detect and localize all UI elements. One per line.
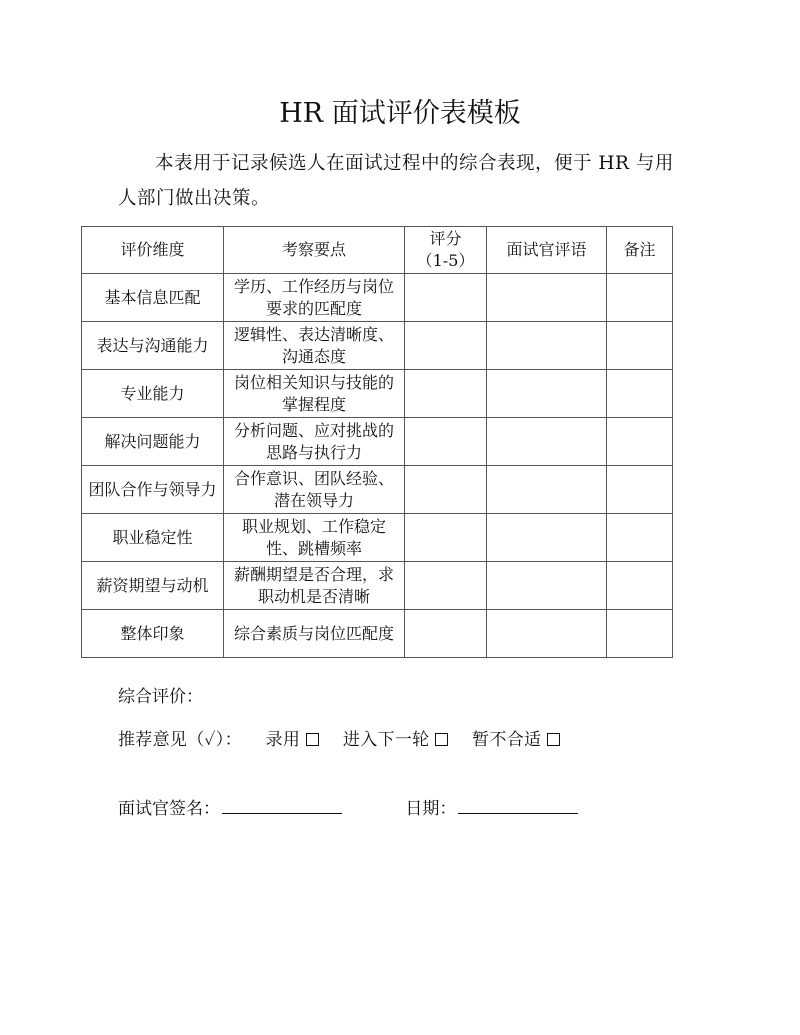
note-cell[interactable] xyxy=(607,466,673,514)
option-not-suitable[interactable] xyxy=(472,730,560,750)
score-cell[interactable] xyxy=(405,610,487,658)
dimension-cell: 整体印象 xyxy=(82,610,224,658)
header-dimension: 评价维度 xyxy=(82,227,224,274)
note-cell[interactable] xyxy=(607,322,673,370)
recommendation-line xyxy=(118,728,560,752)
points-cell: 分析问题、应对挑战的思路与执行力 xyxy=(224,418,405,466)
comment-cell[interactable] xyxy=(487,514,607,562)
option-next-round-label: 进入下一轮 xyxy=(342,730,430,750)
header-score xyxy=(405,227,487,274)
table-row xyxy=(82,610,673,658)
dimension-cell: 团队合作与领导力 xyxy=(82,466,224,514)
dimension-cell: 表达与沟通能力 xyxy=(82,322,224,370)
score-cell[interactable] xyxy=(405,514,487,562)
comment-cell[interactable] xyxy=(487,274,607,322)
dimension-cell: 解决问题能力 xyxy=(82,418,224,466)
option-next-round[interactable] xyxy=(343,730,454,750)
points-cell: 岗位相关知识与技能的掌握程度 xyxy=(224,370,405,418)
checkbox-next-round[interactable] xyxy=(435,733,448,746)
option-not-suitable-label: 暂不合适 xyxy=(472,730,542,750)
table-row xyxy=(82,562,673,610)
comment-cell[interactable] xyxy=(487,418,607,466)
score-cell[interactable] xyxy=(405,274,487,322)
table-row xyxy=(82,370,673,418)
header-points: 考察要点 xyxy=(224,227,405,274)
intro-paragraph: 本表用于记录候选人在面试过程中的综合表现，便于 HR 与用人部门做出决策。 xyxy=(118,153,674,209)
note-cell[interactable] xyxy=(607,370,673,418)
checkbox-hire[interactable] xyxy=(306,733,319,746)
note-cell[interactable] xyxy=(607,418,673,466)
score-cell[interactable] xyxy=(405,418,487,466)
recommend-label: 推荐意见（✓）： xyxy=(118,730,242,750)
points-cell: 合作意识、团队经验、潜在领导力 xyxy=(224,466,405,514)
table-row xyxy=(82,466,673,514)
points-cell: 薪酬期望是否合理，求职动机是否清晰 xyxy=(224,562,405,610)
evaluation-table xyxy=(81,226,673,658)
table-row xyxy=(82,274,673,322)
header-score-range: （1-5） xyxy=(416,251,475,270)
note-cell[interactable] xyxy=(607,514,673,562)
note-cell[interactable] xyxy=(607,610,673,658)
comment-cell[interactable] xyxy=(487,466,607,514)
header-comments: 面试官评语 xyxy=(487,227,607,274)
checkbox-not-suitable[interactable] xyxy=(547,733,560,746)
dimension-cell: 薪资期望与动机 xyxy=(82,562,224,610)
dimension-cell: 专业能力 xyxy=(82,370,224,418)
signature-line xyxy=(118,797,578,821)
table-header-row xyxy=(82,227,673,274)
points-cell: 学历、工作经历与岗位要求的匹配度 xyxy=(224,274,405,322)
comment-cell[interactable] xyxy=(487,370,607,418)
score-cell[interactable] xyxy=(405,562,487,610)
score-cell[interactable] xyxy=(405,370,487,418)
page-title: HR 面试评价表模板 xyxy=(279,98,521,129)
dimension-cell: 职业稳定性 xyxy=(82,514,224,562)
signature-label: 面试官签名： xyxy=(118,799,220,819)
date-label: 日期： xyxy=(405,799,457,819)
option-hire-label: 录用 xyxy=(265,730,301,750)
points-cell: 逻辑性、表达清晰度、沟通态度 xyxy=(224,322,405,370)
comment-cell[interactable] xyxy=(487,610,607,658)
score-cell[interactable] xyxy=(405,466,487,514)
score-cell[interactable] xyxy=(405,322,487,370)
points-cell: 职业规划、工作稳定性、跳槽频率 xyxy=(224,514,405,562)
dimension-cell: 基本信息匹配 xyxy=(82,274,224,322)
table-row xyxy=(82,418,673,466)
header-score-label: 评分 xyxy=(429,229,462,248)
option-hire[interactable] xyxy=(266,730,325,750)
comment-cell[interactable] xyxy=(487,322,607,370)
signature-field[interactable] xyxy=(222,797,342,814)
header-notes: 备注 xyxy=(607,227,673,274)
comment-cell[interactable] xyxy=(487,562,607,610)
summary-label: 综合评价： xyxy=(118,687,203,707)
points-cell: 综合素质与岗位匹配度 xyxy=(224,610,405,658)
note-cell[interactable] xyxy=(607,562,673,610)
table-row xyxy=(82,514,673,562)
note-cell[interactable] xyxy=(607,274,673,322)
date-field[interactable] xyxy=(458,797,578,814)
table-row xyxy=(82,322,673,370)
